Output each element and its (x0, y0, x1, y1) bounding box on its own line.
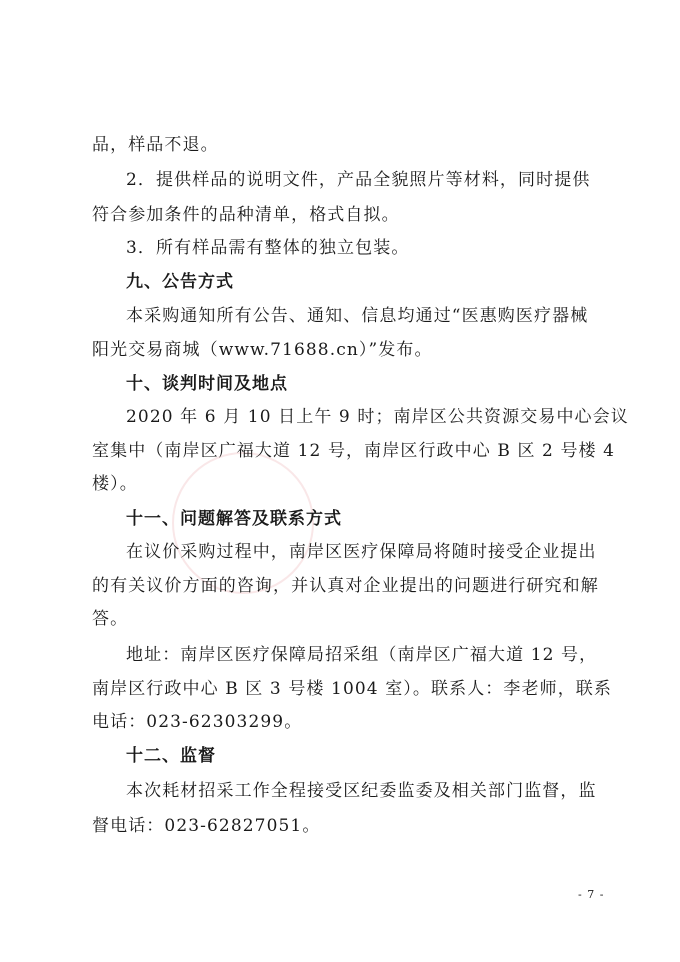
text-line: 的有关议价方面的咨询，并认真对企业提出的问题进行研究和解 (92, 576, 599, 596)
section-heading: 十二、监督 (126, 746, 216, 766)
text-line: 3．所有样品需有整体的独立包装。 (126, 238, 410, 258)
text-line: 答。 (92, 609, 129, 629)
text-line: 督电话：023-62827051。 (92, 816, 321, 836)
text-line: 符合参加条件的品种清单，格式自拟。 (92, 205, 400, 225)
text-line: 在议价采购过程中，南岸区医疗保障局将随时接受企业提出 (126, 542, 597, 562)
section-heading: 十、谈判时间及地点 (126, 374, 288, 394)
text-line: 本采购通知所有公告、通知、信息均通过“医惠购医疗器械 (126, 306, 589, 326)
text-line: 南岸区行政中心 B 区 3 号楼 1004 室）。联系人：李老师，联系 (92, 679, 612, 699)
text-line: 楼）。 (92, 474, 138, 494)
text-line: 电话：023-62303299。 (92, 712, 303, 732)
text-line: 地址：南岸区医疗保障局招采组（南岸区广福大道 12 号， (126, 645, 598, 665)
text-line: 2020 年 6 月 10 日上午 9 时；南岸区公共资源交易中心会议 (126, 407, 629, 427)
section-heading: 十一、问题解答及联系方式 (126, 509, 342, 529)
text-line: 室集中（南岸区广福大道 12 号，南岸区行政中心 B 区 2 号楼 4 (92, 441, 616, 461)
text-line: 2．提供样品的说明文件，产品全貌照片等材料，同时提供 (126, 170, 591, 190)
text-line: 阳光交易商城（www.71688.cn）”发布。 (92, 340, 433, 360)
section-heading: 九、公告方式 (126, 272, 234, 292)
text-line: 品，样品不退。 (92, 135, 219, 155)
page-number: - 7 - (578, 888, 605, 901)
text-line: 本次耗材招采工作全程接受区纪委监委及相关部门监督，监 (126, 781, 597, 801)
